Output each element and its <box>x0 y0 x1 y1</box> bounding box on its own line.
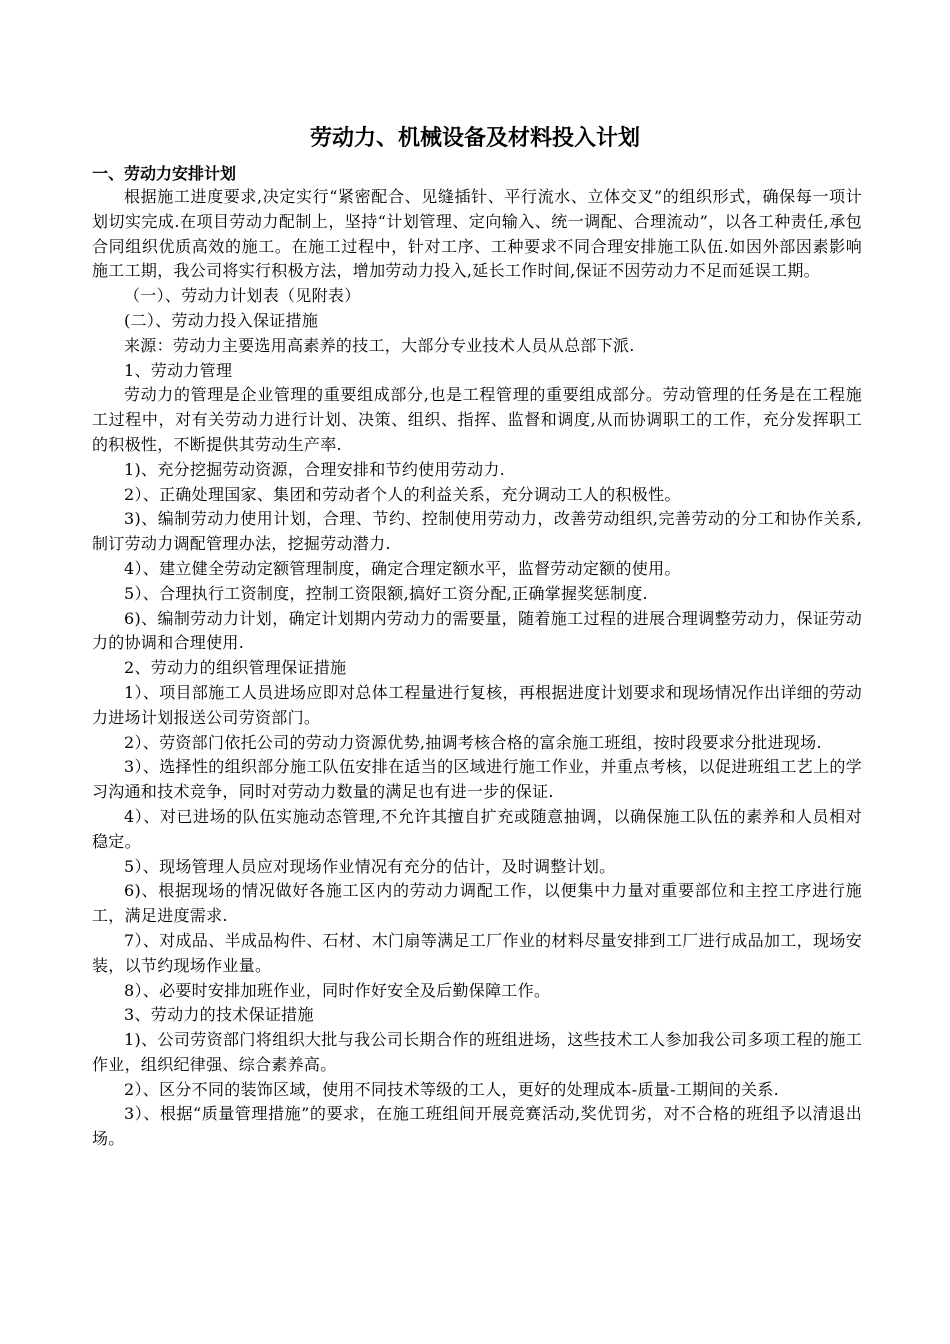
paragraph: 1)、充分挖掘劳动资源，合理安排和节约使用劳动力. <box>124 459 506 479</box>
section-heading: 一、劳动力安排计划 <box>92 164 237 183</box>
paragraph: 3、劳动力的技术保证措施 <box>124 1005 314 1025</box>
paragraph: 1）、项目部施工人员进场应即对总体工程量进行复核，再根据进度计划要求和现场情况作出详细的劳动力进场计划报送公司劳资部门。 <box>92 682 862 727</box>
paragraph: （一）、劳动力计划表（见附表） <box>124 286 361 306</box>
paragraph: 3）、根据“质量管理措施”的要求，在施工班组间开展竞赛活动,奖优罚劣，对不合格的班组予以清退出场。 <box>92 1104 862 1149</box>
paragraph: 劳动力的管理是企业管理的重要组成部分,也是工程管理的重要组成部分。劳动管理的任务是在工程施工过程中，对有关劳动力进行计划、决策、组织、指挥、监督和调度,从而协调职工的工作，充分发挥职工的积极性，不断提供其劳动生产率. <box>92 385 862 454</box>
paragraph: 5）、现场管理人员应对现场作业情况有充分的估计，及时调整计划。 <box>124 856 616 876</box>
paragraph: 4）、建立健全劳动定额管理制度，确定合理定额水平，监督劳动定额的使用。 <box>124 558 681 578</box>
paragraph: (二）、劳动力投入保证措施 <box>124 310 319 330</box>
paragraph: 来源：劳动力主要选用高素养的技工，大部分专业技术人员从总部下派. <box>124 335 635 355</box>
paragraph: 3)、编制劳动力使用计划，合理、节约、控制使用劳动力，改善劳动组织,完善劳动的分工和协作关系,制订劳动力调配管理办法，挖掘劳动潜力. <box>92 509 862 554</box>
document-body <box>92 185 862 1152</box>
paragraph: 3）、选择性的组织部分施工队伍安排在适当的区域进行施工作业，并重点考核，以促进班组工艺上的学习沟通和技术竞争，同时对劳动力数量的满足也有进一步的保证. <box>92 757 862 802</box>
paragraph: 6)、根据现场的情况做好各施工区内的劳动力调配工作，以便集中力量对重要部位和主控工序进行施工，满足进度需求. <box>92 881 862 926</box>
paragraph: 6)、编制劳动力计划，确定计划期内劳动力的需要量，随着施工过程的进展合理调整劳动力，保证劳动力的协调和合理使用. <box>92 608 862 653</box>
document-title: 劳动力、机械设备及材料投入计划 <box>309 126 640 151</box>
paragraph: 1、劳动力管理 <box>124 360 233 380</box>
paragraph: 根据施工进度要求,决定实行“紧密配合、见缝插针、平行流水、立体交叉”的组织形式，确保每一项计划切实完成.在项目劳动力配制上，坚持“计划管理、定向输入、统一调配、合理流动”，以各工种责任,承包合同组织优质高效的施工。在施工过程中，针对工序、工种要求不同合理安排施工队伍.如因外部因素影响施工工期，我公司将实行积极方法，增加劳动力投入,延长工作时间,保证不因劳动力不足而延误工期。 <box>92 187 862 281</box>
paragraph: 5）、合理执行工资制度，控制工资限额,搞好工资分配,正确掌握奖惩制度. <box>124 583 648 603</box>
paragraph: 2）、正确处理国家、集团和劳动者个人的利益关系，充分调动工人的积极性。 <box>124 484 681 504</box>
paragraph: 7）、对成品、半成品构件、石材、木门扇等满足工厂作业的材料尽量安排到工厂进行成品加工，现场安装，以节约现场作业量。 <box>92 930 862 975</box>
paragraph: 1)、公司劳资部门将组织大批与我公司长期合作的班组进场，这些技术工人参加我公司多项工程的施工作业，组织纪律强、综合素养高。 <box>92 1030 862 1074</box>
paragraph: 2）、劳资部门依托公司的劳动力资源优势,抽调考核合格的富余施工班组，按时段要求分批进现场. <box>124 732 822 752</box>
paragraph: 2）、区分不同的装饰区域，使用不同技术等级的工人，更好的处理成本-质量-工期间的关系. <box>124 1079 779 1099</box>
paragraph: 4）、对已进场的队伍实施动态管理,不允许其擅自扩充或随意抽调，以确保施工队伍的素养和人员相对稳定。 <box>92 806 862 851</box>
paragraph: 2、劳动力的组织管理保证措施 <box>124 658 347 678</box>
paragraph: 8）、必要时安排加班作业，同时作好安全及后勤保障工作。 <box>124 980 551 1000</box>
